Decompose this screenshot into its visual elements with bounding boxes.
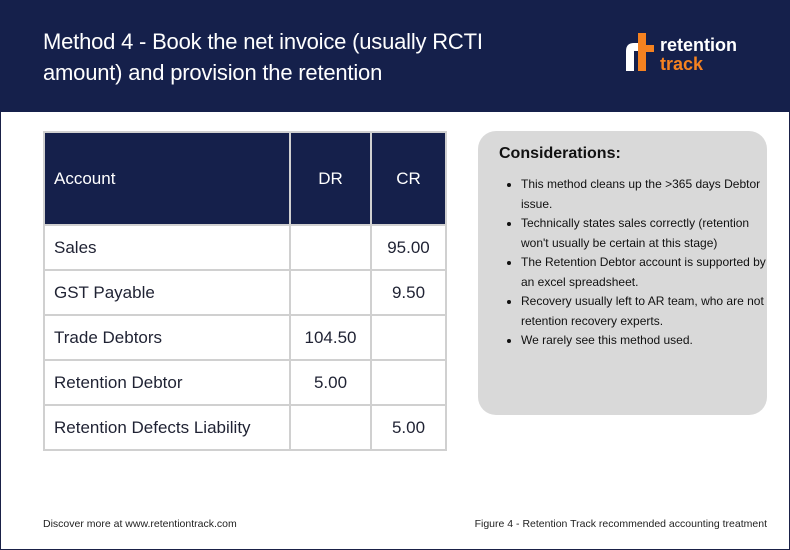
retention-track-logo-icon <box>622 33 656 71</box>
table-row <box>44 270 446 315</box>
list-item: • Recovery usually left to AR team, who are not retention recovery experts. <box>521 292 769 331</box>
dr-cell <box>290 405 371 450</box>
account-cell: Retention Defects Liability <box>44 405 290 450</box>
cr-cell <box>371 315 446 360</box>
account-cell: Retention Debtor <box>44 360 290 405</box>
table-row <box>44 405 446 450</box>
footer-website-link[interactable]: Discover more at www.retentiontrack.com <box>43 518 237 530</box>
dr-cell <box>290 225 371 270</box>
logo-text-retention: retention <box>660 35 738 55</box>
table-row <box>44 315 446 360</box>
header-banner <box>0 0 790 112</box>
column-header-dr: DR <box>290 132 371 225</box>
account-cell: Sales <box>44 225 290 270</box>
table-row <box>44 225 446 270</box>
cr-cell <box>371 360 446 405</box>
dr-cell: 5.00 <box>290 360 371 405</box>
considerations-panel <box>478 131 767 415</box>
retention-track-logo <box>622 33 757 73</box>
list-item: • The Retention Debtor account is supported by an excel spreadsheet. <box>521 253 769 292</box>
list-item: • Technically states sales correctly (retention won't usually be certain at this stage) <box>521 214 769 253</box>
page-title: Method 4 - Book the net invoice (usually RCTI amount) and provision the retention <box>43 29 483 85</box>
table-header-row <box>44 132 446 225</box>
journal-entry-table <box>43 131 447 451</box>
considerations-list <box>499 175 769 351</box>
dr-cell <box>290 270 371 315</box>
account-cell: GST Payable <box>44 270 290 315</box>
cr-cell: 9.50 <box>371 270 446 315</box>
logo-text-track: track <box>660 54 704 74</box>
column-header-cr: CR <box>371 132 446 225</box>
account-cell: Trade Debtors <box>44 315 290 360</box>
column-header-account: Account <box>44 132 290 225</box>
dr-cell: 104.50 <box>290 315 371 360</box>
cr-cell: 95.00 <box>371 225 446 270</box>
considerations-heading: Considerations: <box>499 145 621 162</box>
cr-cell: 5.00 <box>371 405 446 450</box>
list-item: • We rarely see this method used. <box>521 331 769 351</box>
figure-caption: Figure 4 - Retention Track recommended accounting treatment <box>474 518 767 530</box>
list-item: • This method cleans up the >365 days Debtor issue. <box>521 175 769 214</box>
table-row <box>44 360 446 405</box>
